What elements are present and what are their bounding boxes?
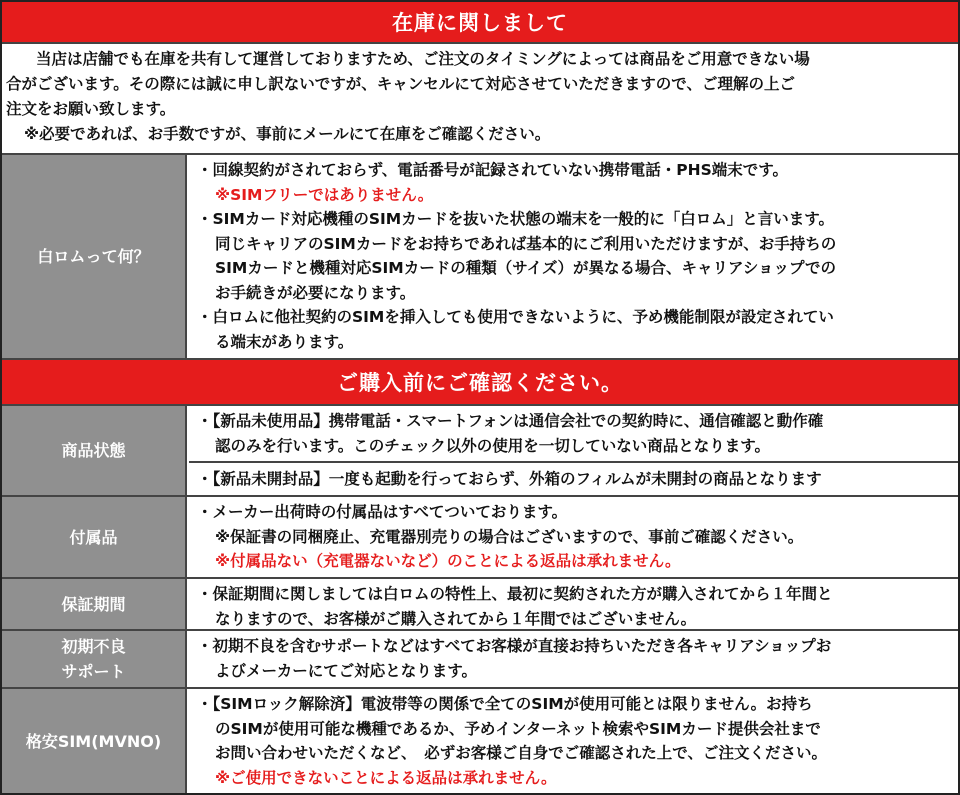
mvno-line: お問い合わせいただくなど、 必ずお客様ご自身でご確認された上で、ご注文ください。	[215, 744, 827, 762]
mvno-row	[2, 689, 958, 793]
warranty-line: なりますので、お客様がご購入されてから１年間ではございません。	[215, 609, 697, 628]
mvno-content	[189, 689, 958, 790]
support-content	[189, 631, 958, 683]
stock-line-1: 当店は店舗でも在庫を共有して運営しておりますため、ご注文のタイミングによっては商品をご用意できない場	[36, 50, 810, 68]
stock-line-4: ※必要であれば、お手数ですが、事前にメールにて在庫をご確認ください。	[24, 125, 551, 143]
stock-title: 在庫に関しまして	[392, 11, 568, 35]
stock-notice	[2, 44, 958, 155]
condition-row	[2, 406, 958, 497]
purchase-title: ご購入前にご確認ください。	[337, 371, 623, 395]
mvno-warning: ※ご使用できないことによる返品は承れません。	[215, 768, 557, 787]
accessories-warning: ※付属品ない（充電器ないなど）のことによる返品は承れません。	[215, 552, 681, 570]
unopened-line: ・【新品未開封品】一度も起動を行っておらず、外箱のフィルムが未開封の商品となります	[197, 470, 822, 488]
shirorom-line: ・白ロムに他社契約のSIMを挿入しても使用できないように、予め機能制限が設定されてい	[197, 308, 834, 326]
warranty-content	[189, 579, 958, 631]
support-line: よびメーカーにてご対応となります。	[215, 661, 477, 680]
accessories-line: ・メーカー出荷時の付属品はすべてついております。	[197, 503, 568, 521]
support-line: ・初期不良を含むサポートなどはすべてお客様が直接お持ちいただき各キャリアショップお	[197, 637, 832, 655]
shirorom-content	[189, 155, 958, 354]
shirorom-line: ・回線契約がされておらず、電話番号が記録されていない携帯電話・PHS端末です。	[197, 161, 789, 179]
mvno-line: ・【SIMロック解除済】電波帯等の関係で全てのSIMが使用可能とは限りません。お持ち	[197, 695, 813, 713]
warranty-row	[2, 579, 958, 631]
mvno-line: のSIMが使用可能な機種であるか、予めインターネット検索やSIMカード提供会社まで	[215, 719, 821, 738]
unused-cell	[189, 406, 958, 461]
accessories-content	[189, 497, 958, 574]
shirorom-line: お手続きが必要になります。	[215, 283, 416, 302]
stock-line-2: 合がございます。その際には誠に申し訳ないですが、キャンセルにて対応させていただきますので、ご理解の上ご	[6, 75, 795, 93]
shirorom-row	[2, 155, 958, 360]
support-label	[2, 631, 187, 687]
support-row	[2, 631, 958, 689]
warranty-label: 保証期間	[2, 579, 187, 629]
unopened-cell	[189, 461, 958, 495]
accessories-line: ※保証書の同梱廃止、充電器別売りの場合はございますので、事前ご確認ください。	[215, 527, 804, 546]
condition-content	[189, 406, 958, 495]
accessories-row	[2, 497, 958, 579]
shirorom-label: 白ロムって何？	[2, 155, 187, 358]
shirorom-line: ・SIMカード対応機種のSIMカードを抜いた状態の端末を一般的に「白ロム」と言います。	[197, 210, 834, 228]
shirorom-line: る端末があります。	[215, 332, 354, 351]
shirorom-line: SIMカードと機種対応SIMカードの種類（サイズ）が異なる場合、キャリアショップでの	[215, 259, 837, 277]
stock-banner	[2, 2, 958, 44]
stock-line-3: 注文をお願い致します。	[6, 100, 176, 118]
simfree-warning: ※SIMフリーではありません。	[215, 185, 434, 204]
shirorom-line: 同じキャリアのSIMカードをお持ちであれば基本的にご利用いただけますが、お手持ちの	[215, 234, 837, 253]
unused-line: ・【新品未使用品】携帯電話・スマートフォンは通信会社での契約時に、通信確認と動作確	[197, 412, 824, 430]
support-label-line: サポート	[61, 662, 126, 681]
mvno-label: 格安SIM(MVNO)	[2, 689, 187, 793]
support-label-line: 初期不良	[61, 637, 126, 656]
unused-line: 認のみを行います。このチェック以外の使用を一切していない商品となります。	[215, 436, 771, 455]
condition-label: 商品状態	[2, 406, 187, 495]
warranty-line: ・保証期間に関しましては白ロムの特性上、最初に契約された方が購入されてから１年間と	[197, 585, 833, 603]
purchase-banner	[2, 360, 958, 406]
accessories-label: 付属品	[2, 497, 187, 577]
